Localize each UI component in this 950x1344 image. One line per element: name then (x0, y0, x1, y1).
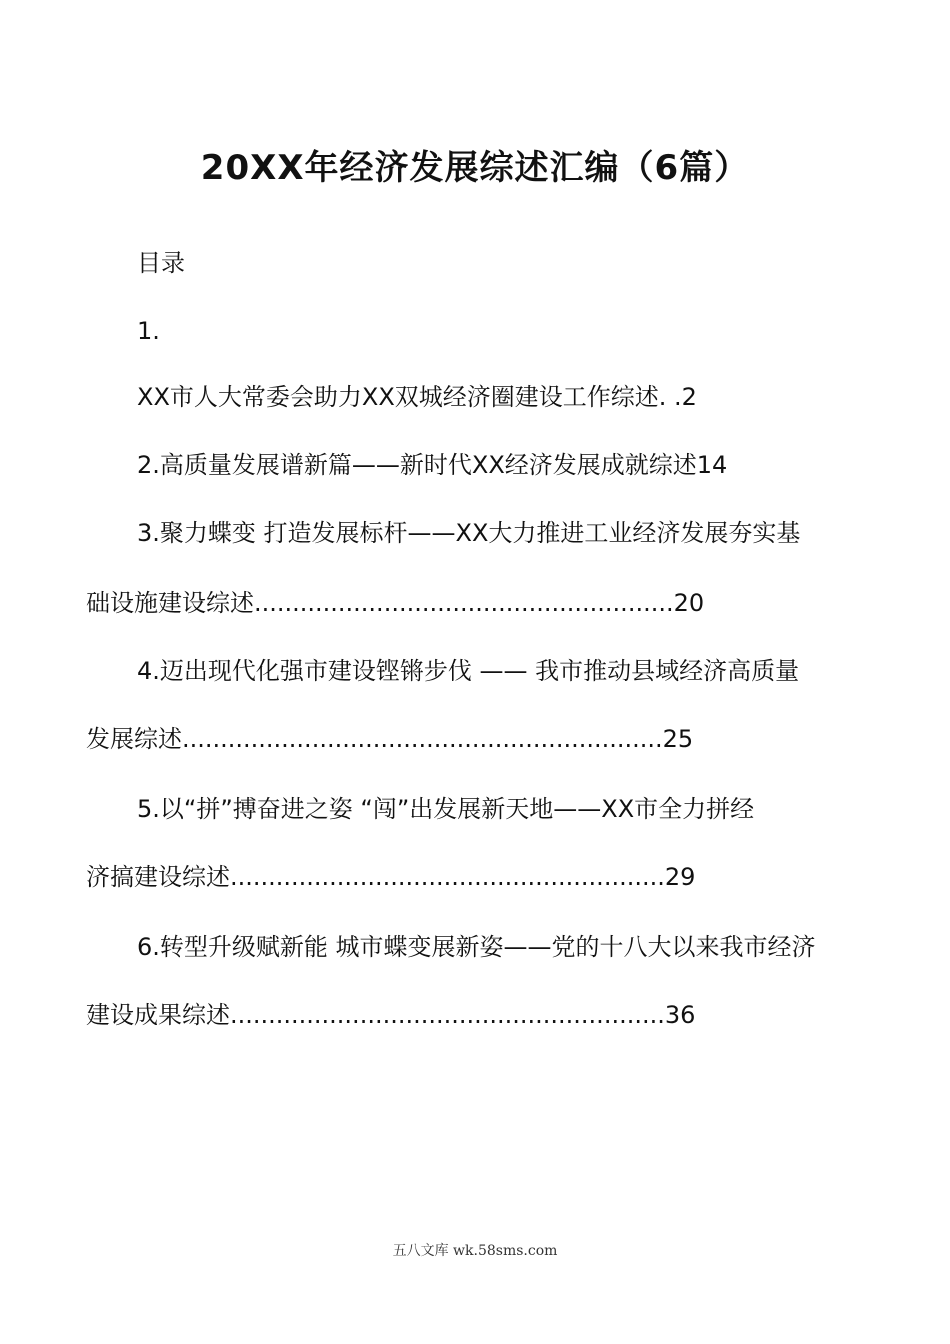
toc-entry-1-line2: XX市人大常委会助力XX双城经济圈建设工作综述. .2 (137, 383, 697, 411)
toc-entry-3-line1: 3.聚力蝶变 打造发展标杆——XX大力推进工业经济发展夯实基 (137, 519, 801, 547)
toc-entry-6-line2: 建设成果综述.........................................................36 (86, 1001, 696, 1029)
toc-entry-1-line1: 1. (137, 317, 160, 345)
toc-entry-2-line1: 2.高质量发展谱新篇——新时代XX经济发展成就综述14 (137, 451, 728, 479)
toc-entry-4-line1: 4.迈出现代化强市建设铿锵步伐 —— 我市推动县域经济高质量 (137, 657, 800, 685)
toc-entry-3-line2: 础设施建设综述.......................................................20 (86, 589, 705, 617)
footer-watermark: 五八文库 wk.58sms.com (392, 1243, 558, 1259)
toc-entry-6-line1: 6.转型升级赋新能 城市蝶变展新姿——党的十八大以来我市经济 (137, 933, 816, 961)
toc-entry-4-line2: 发展综述...............................................................25 (86, 725, 694, 753)
toc-entry-5-line2: 济搞建设综述.........................................................29 (86, 863, 696, 891)
document-title: 20XX年经济发展综述汇编（6篇） (200, 148, 750, 188)
toc-heading: 目录 (137, 249, 185, 277)
toc-entry-5-line1: 5.以“拼”搏奋进之姿 “闯”出发展新天地——XX市全力拼经 (137, 795, 755, 823)
